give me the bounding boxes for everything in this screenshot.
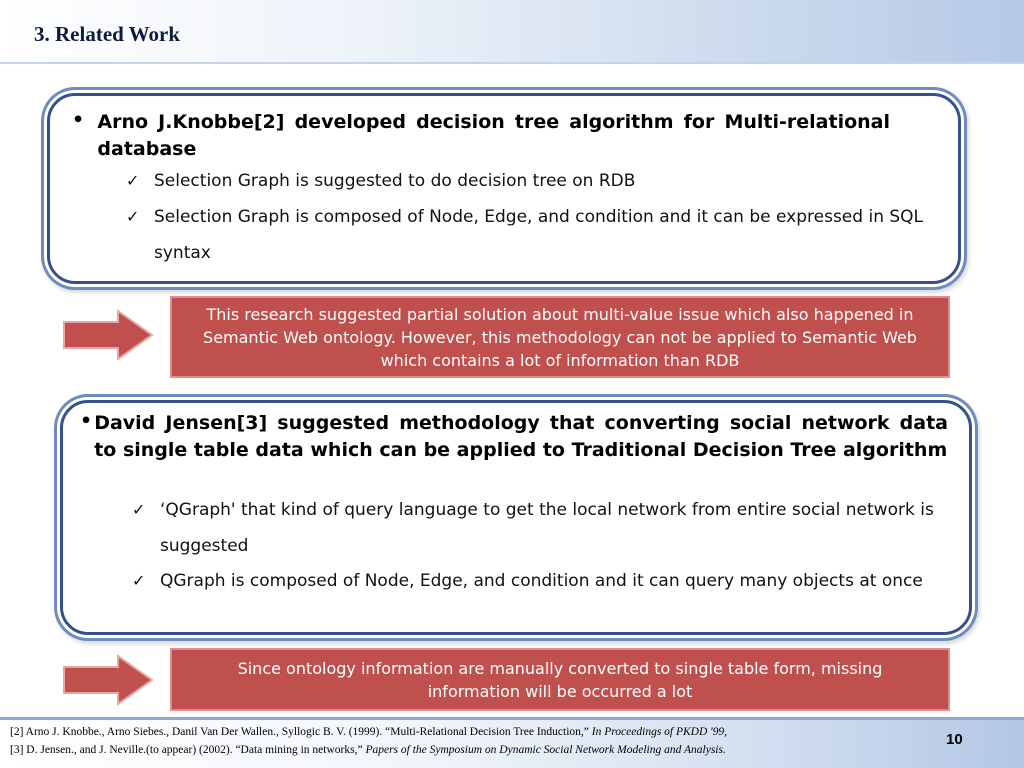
reference-source: Papers of the Symposium on Dynamic Social Network Modeling and Analysis.: [365, 744, 726, 756]
reference-text: [2] Arno J. Knobbe., Arno Siebes., Danil Van Der Wallen., Syllogic B. V. (1999). “Multi-Relational Decision Tree Induction,”: [10, 726, 589, 738]
note-text-1: This research suggested partial solution about multi-value issue which also happened in Semantic Web ontology. However, this methodology can not be applied to Semantic Web which contains a lot of information than RDB: [203, 304, 917, 370]
sub-point: [132, 563, 937, 599]
note-text-2: Since ontology information are manually converted to single table form, missing information will be occurred a lot: [237, 658, 883, 701]
sub-point-text: Selection Graph is suggested to do decision tree on RDB: [154, 171, 636, 191]
checkmark-icon: ✓: [126, 207, 140, 226]
note-box-1: [170, 296, 950, 378]
page-number: 10: [946, 731, 963, 748]
checkmark-icon: ✓: [132, 500, 146, 519]
checkmark-icon: ✓: [126, 171, 140, 190]
right-arrow-icon: [62, 654, 154, 706]
bullet-item: [80, 410, 948, 464]
bullet-icon: •: [72, 109, 85, 131]
sub-point: [126, 199, 926, 271]
note-box-2: [170, 648, 950, 711]
reference-2: [10, 726, 727, 738]
checkmark-icon: ✓: [132, 571, 146, 590]
slide-title: 3. Related Work: [34, 22, 181, 46]
reference-source: In Proceedings of PKDD '99,: [591, 726, 728, 738]
bullet-icon: •: [80, 410, 93, 432]
right-arrow-icon: [62, 309, 154, 361]
bullet-text-jensen: David Jensen[3] suggested methodology that converting social network data to single table data which can be applied to Traditional Decision Tree algorithm: [94, 412, 948, 461]
bullet-item: [72, 109, 890, 163]
reference-3: [10, 744, 726, 756]
sub-point-text: Selection Graph is composed of Node, Edge, and condition and it can be expressed in SQL syntax: [154, 207, 924, 263]
sub-point-text: QGraph is composed of Node, Edge, and condition and it can query many objects at once: [160, 571, 923, 591]
sub-point-text: ‘QGraph' that kind of query language to get the local network from entire social network is suggested: [160, 500, 934, 556]
sub-point: [126, 163, 926, 199]
sub-point: [132, 492, 937, 564]
bullet-text-knobbe: Arno J.Knobbe[2] developed decision tree algorithm for Multi-relational database: [97, 111, 890, 160]
reference-text: [3] D. Jensen., and J. Neville.(to appear) (2002). “Data mining in networks,”: [10, 744, 363, 756]
